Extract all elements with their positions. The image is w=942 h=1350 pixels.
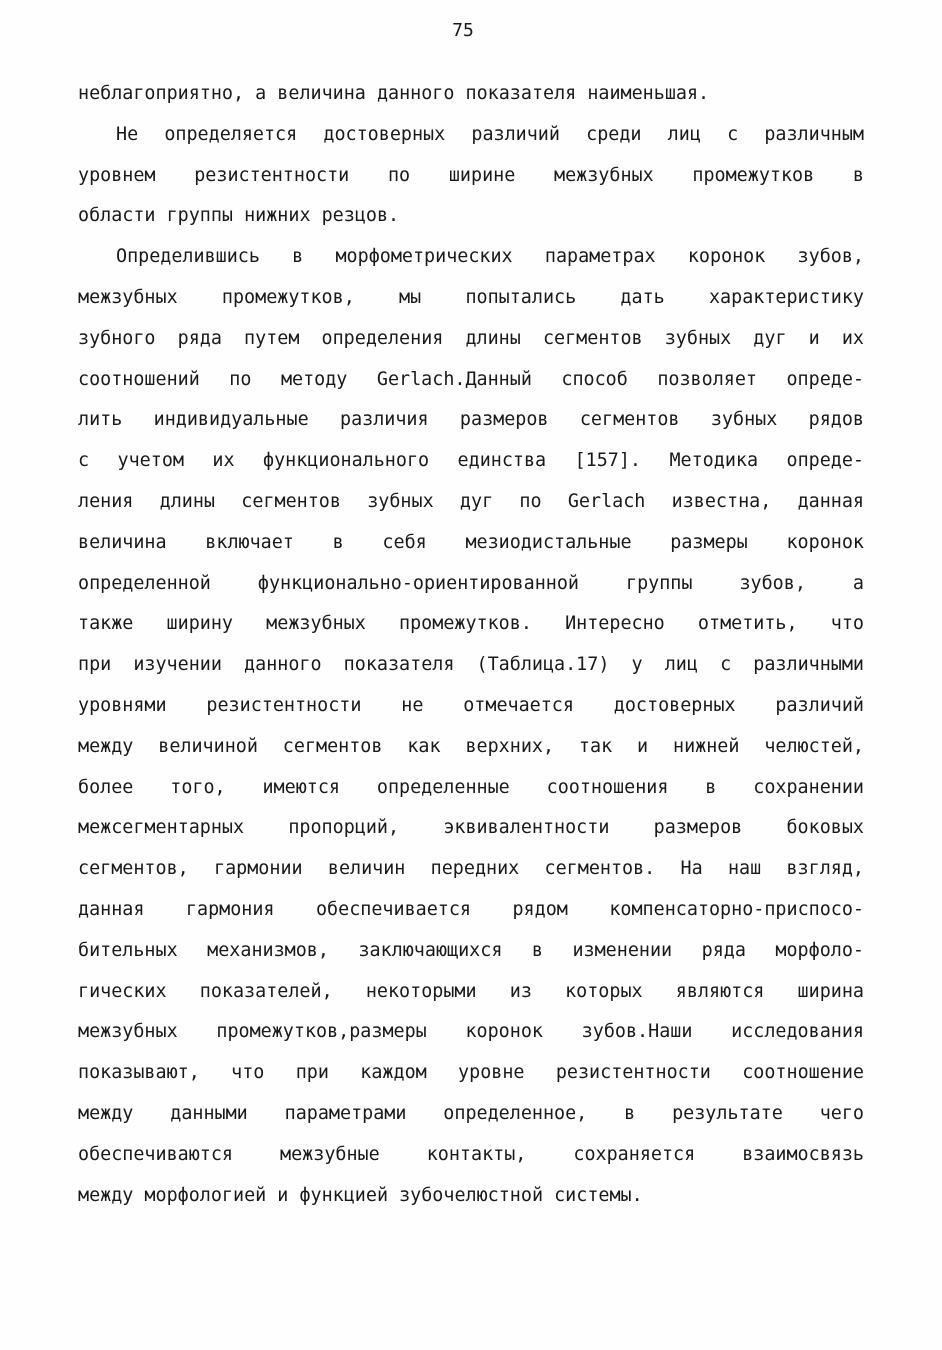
text-line: также ширину межзубных промежутков. Интересно отметить, что <box>78 613 864 635</box>
body-text <box>78 79 864 1221</box>
text-line: при изучении данного показателя (Таблица.17) у лиц с различными <box>78 654 864 676</box>
text-line: межсегментарных пропорций, эквивалентности размеров боковых <box>78 817 864 839</box>
text-line: межзубных промежутков, мы попытались дать характеристику <box>78 286 864 308</box>
text-line: лить индивидуальные различия размеров сегментов зубных рядов <box>78 409 864 431</box>
text-line: сегментов, гармонии величин передних сегментов. На наш взгляд, <box>78 858 864 880</box>
text-line: между данными параметрами определенное, в результате чего <box>78 1102 864 1124</box>
text-line: уровнем резистентности по ширине межзубных промежутков в <box>78 164 864 186</box>
text-line: величина включает в себя мезиодистальные размеры коронок <box>78 531 864 553</box>
text-line: более того, имеются определенные соотношения в сохранении <box>78 776 864 798</box>
text-line: Не определяется достоверных различий среди лиц с различным <box>116 123 864 145</box>
text-line: зубного ряда путем определения длины сегментов зубных дуг и их <box>78 327 864 349</box>
text-line: уровнями резистентности не отмечается достоверных различий <box>78 694 864 716</box>
text-line: соотношений по методу Gerlach.Данный способ позволяет опреде- <box>78 368 864 390</box>
text-line: области группы нижних резцов. <box>78 205 400 227</box>
text-line: с учетом их функционального единства [157]. Методика опреде- <box>78 450 864 472</box>
text-line: между морфологией и функцией зубочелюстной системы. <box>78 1184 643 1206</box>
text-line: между величиной сегментов как верхних, так и нижней челюстей, <box>78 735 864 757</box>
text-line: обеспечиваются межзубные контакты, сохраняется взаимосвязь <box>78 1143 864 1165</box>
page-number: 75 <box>452 20 474 41</box>
text-line: межзубных промежутков,размеры коронок зубов.Наши исследования <box>78 1021 864 1043</box>
text-line: бительных механизмов, заключающихся в изменении ряда морфоло- <box>78 939 864 961</box>
text-line: показывают, что при каждом уровне резистентности соотношение <box>78 1062 864 1084</box>
text-line: определенной функционально-ориентированной группы зубов, а <box>78 572 864 594</box>
text-line: ления длины сегментов зубных дуг по Gerlach известна, данная <box>78 490 864 512</box>
text-line: Определившись в морфометрических параметрах коронок зубов, <box>116 246 864 268</box>
text-line: данная гармония обеспечивается рядом компенсаторно-приспосо- <box>78 898 864 920</box>
text-line: неблагоприятно, а величина данного показателя наименьшая. <box>78 83 710 104</box>
text-line: гических показателей, некоторыми из которых являются ширина <box>78 980 864 1002</box>
